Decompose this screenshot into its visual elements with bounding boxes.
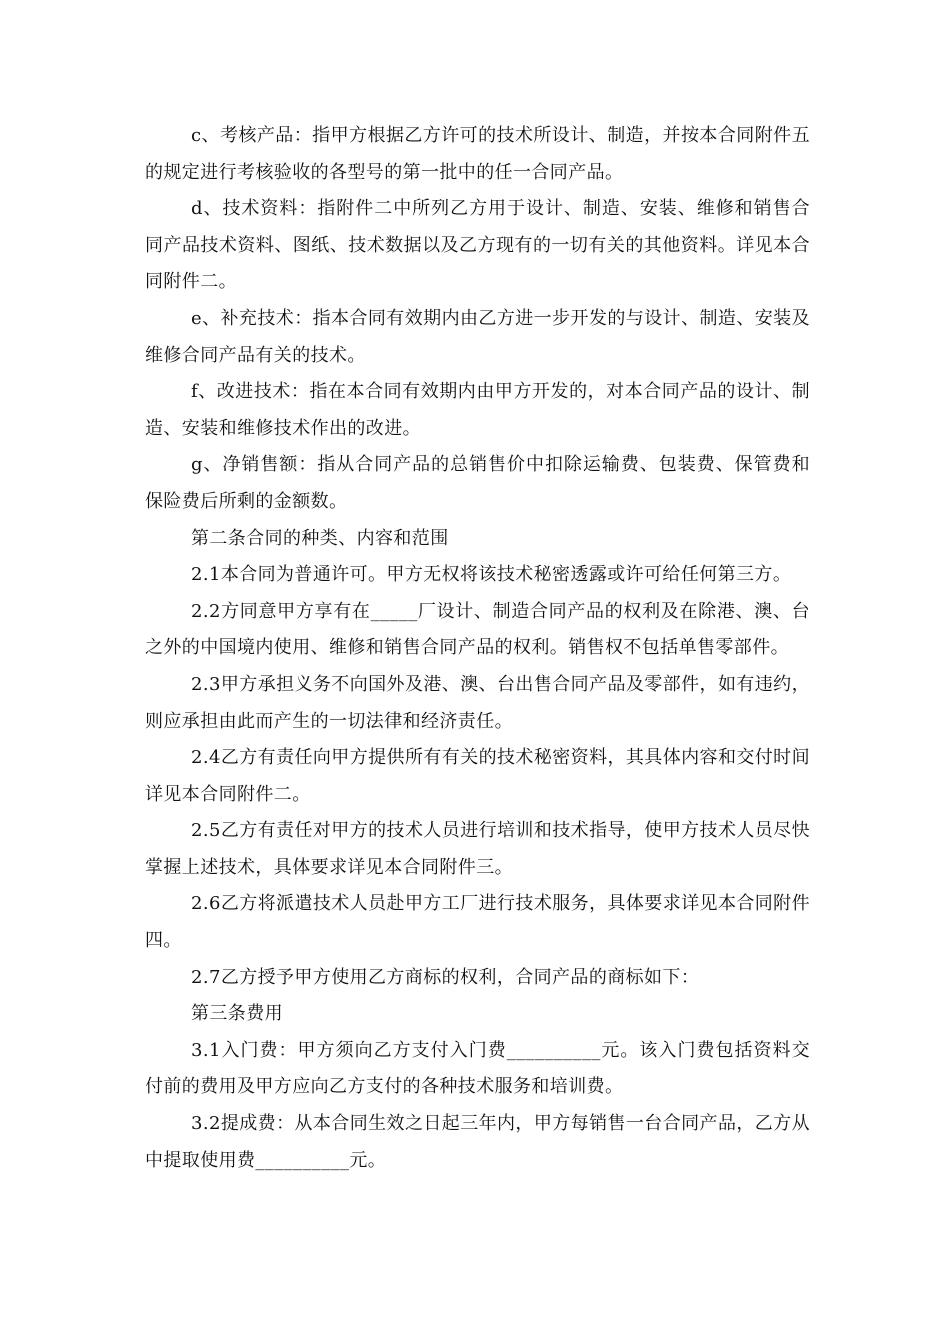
clause-2-5: 2.5乙方有责任对甲方的技术人员进行培训和技术指导，使甲方技术人员尽快掌握上述技术，具体要求详见本合同附件三。 xyxy=(145,820,810,878)
article-2-heading: 第二条合同的种类、内容和范围 xyxy=(191,527,449,549)
document-body xyxy=(145,118,810,1179)
clause-2-3: 2.3甲方承担义务不向国外及港、澳、台出售合同产品及零部件，如有违约，则应承担由此而产生的一切法律和经济责任。 xyxy=(145,673,810,732)
clause-3-2: 3.2提成费：从本合同生效之日起三年内，甲方每销售一台合同产品，乙方从中提取使用费__________元。 xyxy=(145,1113,810,1171)
clause-2-4: 2.4乙方有责任向甲方提供所有有关的技术秘密资料，其具体内容和交付时间详见本合同附件二。 xyxy=(145,747,810,805)
article-3-heading: 第三条费用 xyxy=(191,1003,283,1025)
clause-2-2: 2.2方同意甲方享有在_____厂设计、制造合同产品的权利及在除港、澳、台之外的中国境内使用、维修和销售合同产品的权利。销售权不包括单售零部件。 xyxy=(145,600,810,659)
clause-f-improved-tech: f、改进技术：指在本合同有效期内由甲方开发的，对本合同产品的设计、制造、安装和维修技术作出的改进。 xyxy=(145,381,810,439)
clause-c-assessment-product: c、考核产品：指甲方根据乙方许可的技术所设计、制造，并按本合同附件五的规定进行考核验收的各型号的第一批中的任一合同产品。 xyxy=(145,125,810,183)
clause-e-supplementary-tech: e、补充技术：指本合同有效期内由乙方进一步开发的与设计、制造、安装及维修合同产品有关的技术。 xyxy=(145,307,810,366)
clause-3-1: 3.1入门费：甲方须向乙方支付入门费__________元。该入门费包括资料交付前的费用及甲方应向乙方支付的各种技术服务和培训费。 xyxy=(145,1039,810,1098)
clause-2-6: 2.6乙方将派遣技术人员赴甲方工厂进行技术服务，具体要求详见本合同附件四。 xyxy=(145,893,810,952)
clause-2-7: 2.7乙方授予甲方使用乙方商标的权利，合同产品的商标如下： xyxy=(191,966,700,988)
clause-2-1: 2.1本合同为普通许可。甲方无权将该技术秘密透露或许可给任何第三方。 xyxy=(191,564,792,586)
clause-g-net-sales: g、净销售额：指从合同产品的总销售价中扣除运输费、包装费、保管费和保险费后所剩的金额数。 xyxy=(145,454,810,512)
clause-d-technical-data: d、技术资料：指附件二中所列乙方用于设计、制造、安装、维修和销售合同产品技术资料、图纸、技术数据以及乙方现有的一切有关的其他资料。详见本合同附件二。 xyxy=(145,198,810,293)
